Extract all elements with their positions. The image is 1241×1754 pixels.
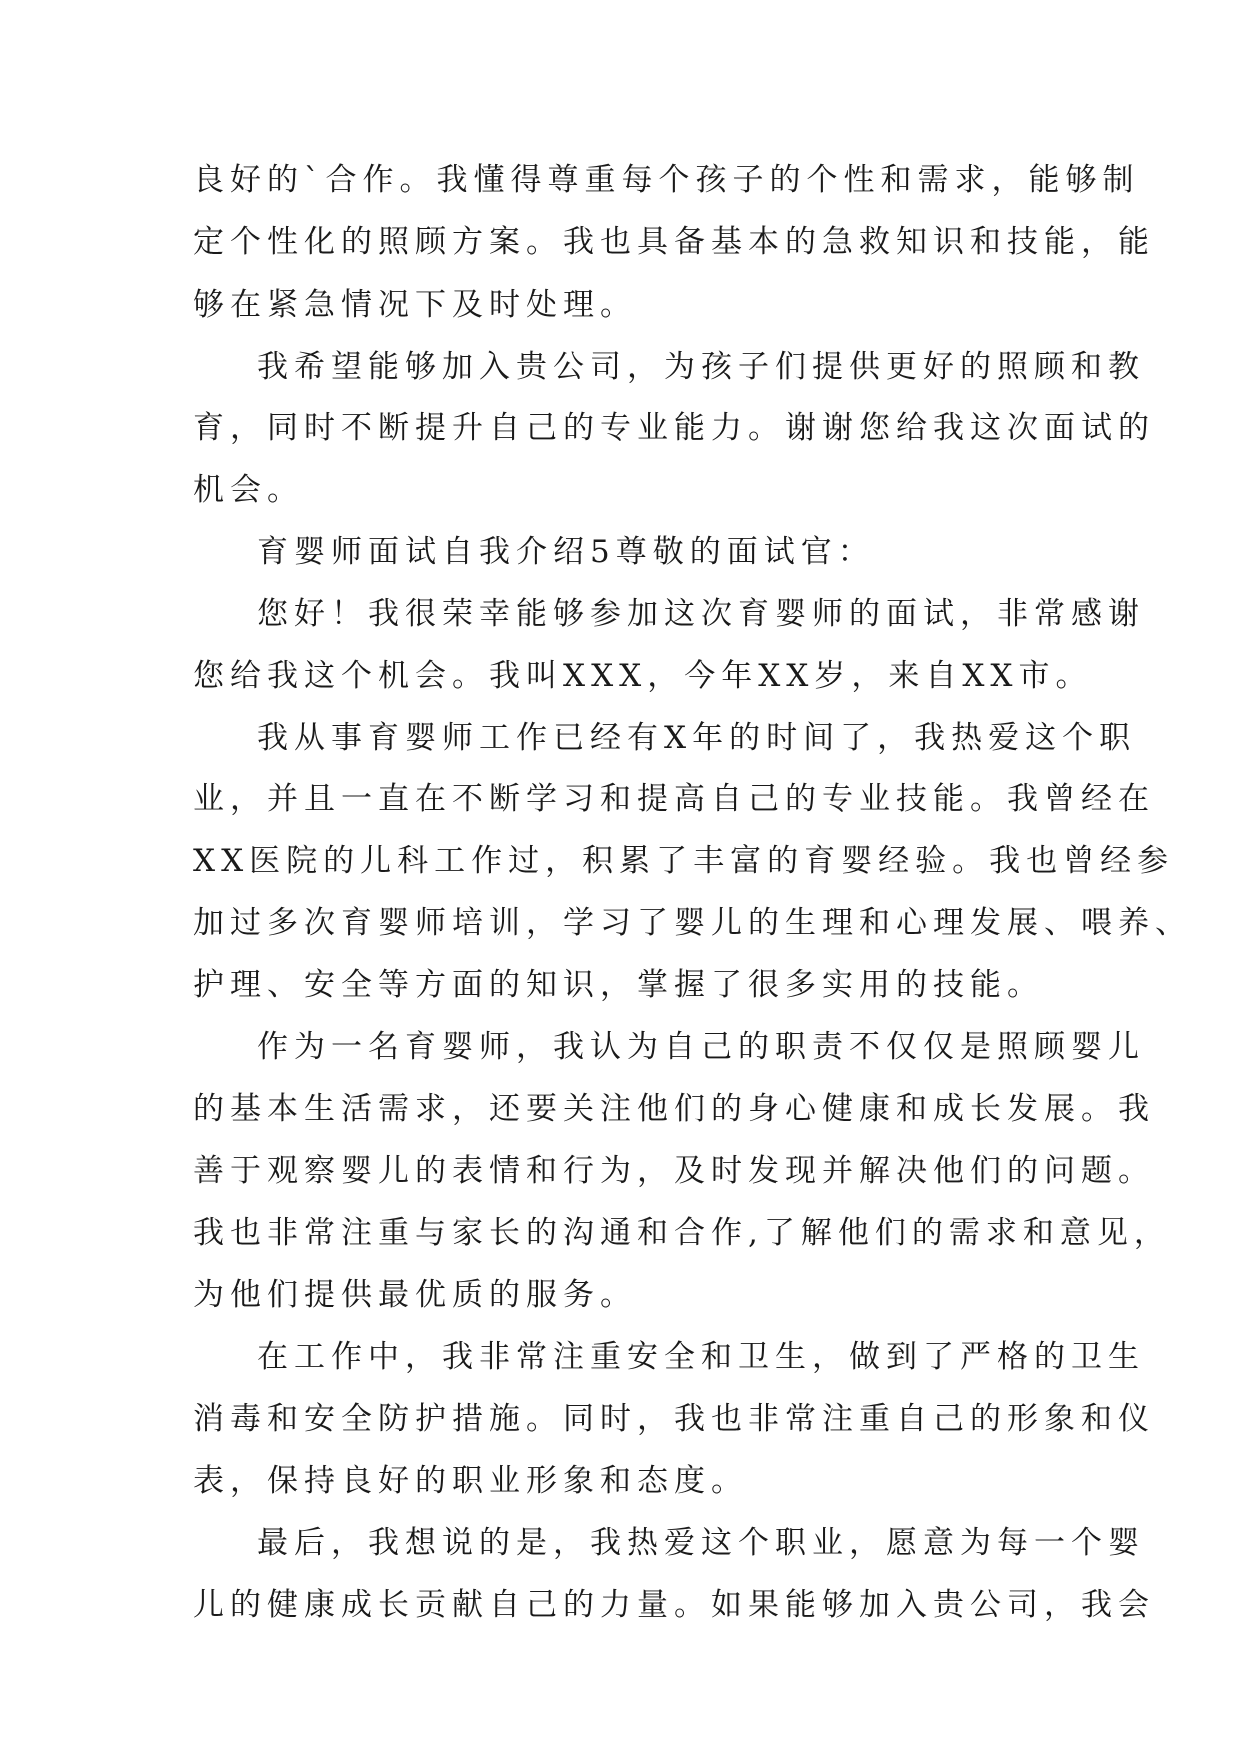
text-line: 护理、安全等方面的知识，掌握了很多实用的技能。 xyxy=(193,967,1044,1003)
paragraph-start: 在工作中，我非常注重安全和卫生，做到了严格的卫生 xyxy=(257,1339,1145,1375)
text-line: 业，并且一直在不断学习和提高自己的专业技能。我曾经在 xyxy=(193,781,1155,817)
text-line: 消毒和安全防护措施。同时，我也非常注重自己的形象和仪 xyxy=(193,1401,1155,1437)
paragraph-start: 作为一名育婴师，我认为自己的职责不仅仅是照顾婴儿 xyxy=(257,1029,1145,1065)
text-line: 机会。 xyxy=(193,472,304,508)
text-line: 表，保持良好的职业形象和态度。 xyxy=(193,1463,748,1499)
paragraph-start: 我希望能够加入贵公司，为孩子们提供更好的照顾和教 xyxy=(257,349,1145,385)
text-line: 育，同时不断提升自己的专业能力。谢谢您给我这次面试的 xyxy=(193,410,1155,446)
text-line: 我也非常注重与家长的沟通和合作,了解他们的需求和意见， xyxy=(193,1215,1171,1251)
text-line: 定个性化的照顾方案。我也具备基本的急救知识和技能，能 xyxy=(193,224,1155,260)
paragraph-start: 您好！我很荣幸能够参加这次育婴师的面试，非常感谢 xyxy=(257,596,1145,632)
paragraph-start: 最后，我想说的是，我热爱这个职业，愿意为每一个婴 xyxy=(257,1525,1145,1561)
text-line: 良好的`合作。我懂得尊重每个孩子的个性和需求，能够制 xyxy=(193,162,1140,198)
text-line: 为他们提供最优质的服务。 xyxy=(193,1277,637,1313)
paragraph-start: 我从事育婴师工作已经有X年的时间了，我热爱这个职 xyxy=(257,720,1137,756)
text-line: 儿的健康成长贡献自己的力量。如果能够加入贵公司，我会 xyxy=(193,1587,1155,1623)
text-line: XX医院的儿科工作过，积累了丰富的育婴经验。我也曾经参 xyxy=(193,843,1175,879)
text-line: 您给我这个机会。我叫XXX，今年XX岁，来自XX市。 xyxy=(193,658,1093,694)
text-line: 加过多次育婴师培训，学习了婴儿的生理和心理发展、喂养、 xyxy=(193,905,1192,941)
text-line: 善于观察婴儿的表情和行为，及时发现并解决他们的问题。 xyxy=(193,1153,1155,1189)
section-heading: 育婴师面试自我介绍5尊敬的面试官： xyxy=(257,534,875,570)
text-line: 够在紧急情况下及时处理。 xyxy=(193,287,637,323)
text-line: 的基本生活需求，还要关注他们的身心健康和成长发展。我 xyxy=(193,1091,1155,1127)
